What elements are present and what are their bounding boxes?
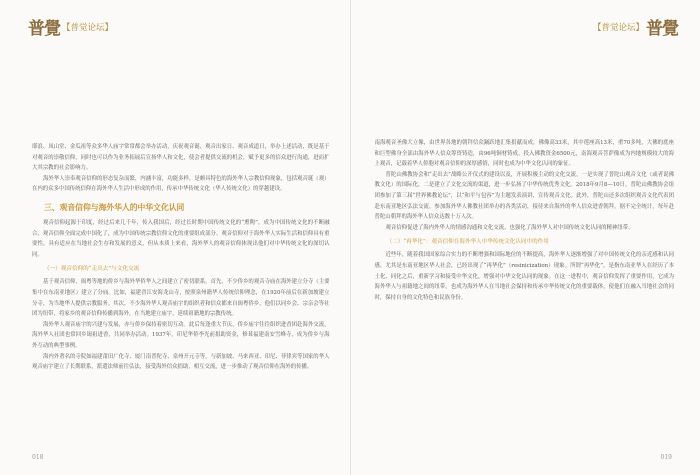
paragraph: 海外华人观音庙宇的兴建与发展，亦与侨乡保持着密切互动。此后每逢重大节庆，侨乡庙宇往往组织进香团赴海外交流，海外华人社团也常回乡谒祖进香，共同举办活动。1937年，印尼华侨李光前捐助资金，修葺福建南安雪峰寺，成为侨乡与海外互动的典型事例。 — [32, 321, 330, 349]
page-number: 019 — [660, 454, 672, 461]
subsection-heading: （一）观音信仰的“走出去”与文化交流 — [44, 266, 140, 273]
paragraph: 普陀山佛教协会和“走出去”战略公开仪式的建设以及，开展积极主动的文化交流，一是实现了普陀山观音文化（或者说佛教文化）的国际化，二是建立了文化交流的渠道，进一步弘扬了中华传统优秀文化。2018年9月8—10日，普陀山佛教协会组团参加了第三届“世界佛教论坛”，以“和平与包容”为主题发表演讲，宣传观音文化。此外，普陀山还多次组织观音文化代表团赴东南亚地区弘法交流，参加海外华人佛教社团举办的各类活动，接待来自海外的华人信众进香朝拜，据不完全统计，每年赴普陀山朝拜的海外华人信众达数十万人次。 — [374, 171, 674, 221]
section-heading: 三、观音信仰与海外华人的中华文化认同 — [44, 202, 185, 212]
paragraph: 海外华人崇奉观音信仰的形态复杂而繁，内涵丰富，功能多样，是颇具特色的海外华人宗教信仰现象，包括观音诞（观）在内的众多中国传统信仰在海外华人生活中形成的作用，传承中华传统文化（华人传统文化）的穿越建设。 — [32, 175, 330, 193]
paragraph: 南海观音圣像大立像，由世界各地的朝拜信众踊跃地汇集捐献而成，佛像高33米，其中莲座高13米，重70多吨，大佛的底座和巨型佛身全部由海外华人信众筹资铸造，由96吨铜材铸成，投入佛教资金6500元，南海观音菩萨像成为内地规模较大的海上观音，记载着华人侨胞对观音信仰的深厚感情，同时也成为中华文化认同的象征。 — [374, 140, 674, 168]
paragraph: 海内外著名的寺院如福建莆田广化寺、厦门南普陀寺、泉州开元寺等，与新加坡、马来西亚、印尼、菲律宾等国家的华人观音庙宇建立了长期联系，派遣法师前往弘法，接受海外信众捐助，相互交流，进一步推动了观音信仰在海外的传播。 — [32, 353, 330, 371]
journal-logo: 普覺 — [646, 19, 678, 39]
paragraph: 近些年，随着我国国家综合实力的不断增强和国际地位的不断提高，海外华人逐渐增强了对中国传统文化的亲近感和认同感，尤其是东南亚地区华人社会，已经出现了“再华化”（resinicization）现象。所谓“再华化”，是指东南亚华人在经历了本土化、同化之后，重新学习和接受中华文化，增强对中华文化认同的现象。在这一进程中，观音信仰发挥了重要作用，它成为海外华人与祖籍地之间的纽带，也成为海外华人在当地社会保持和传承中华传统文化的重要载体，使他们在融入当地社会的同时，保持自身的文化特色和民族身份。 — [374, 252, 674, 301]
column-tag: 【普觉论坛】 — [592, 22, 644, 33]
journal-logo: 普覺 — [28, 19, 60, 39]
right-body-text — [375, 138, 675, 303]
page-number: 018 — [32, 454, 44, 461]
left-body-text — [32, 142, 330, 373]
paragraph: 基于观音信仰，闽粤等地的侨乡与海外华侨华人之间建立了密切联系。首先，不少侨乡的观音寺庙在海外建立分寺（主要集中在东南亚地区）建立了分庙。比如，福建晋江安海龙山寺，按照泉州籍华人传统信仰理念，在1920年前后在新加坡建立分寺，为当地华人提供宗教服务。其次，不少海外华人观音庙宇的组织者和信众都来自闽粤侨乡，他们以同乡会、宗亲会等社团为纽带，将家乡的观音信仰传播到海外，在当地建立庙宇，延续祖籍地的宗教传统。 — [32, 279, 330, 318]
subsection-heading: （二）“再华化”：观音信仰在海外华人中华传统文化认同中的作用 — [386, 239, 549, 246]
page-header — [593, 14, 678, 39]
column-tag: 【普觉论坛】 — [62, 22, 114, 33]
paragraph: 观音信仰促进了海内外华人的情感沟通和文化交流，也强化了海外华人对中国传统文化认同的精神纽带。 — [385, 224, 634, 231]
page-header — [28, 14, 113, 39]
paragraph: 耶浪、凤山堂、金瓜祖等众多华人庙宇常常都会举办活动，庆祝观音诞、观音出家日、观音成道日，举办上述活动，既是基于对观音的崇敬信仰，同时也可以作为业务拓展后宣扬华人和文化，使会者提供交流的机会，赋予更多的信众进行沟通，进而扩大其宗教的社会影响力。 — [32, 144, 330, 172]
paragraph: 观音信仰起源于印度，经过后来几千年，传入我国后，经过长时期中国传统文化的“熏陶”，成为中国传统文化的不断融合，观音信仰全面完成中国化了，成为中国传统宗教信仰文化的重要组成部分。观音信仰对于海外华人实际生活和信仰具有重要性，具有适应在当地社会生存和发展的意义，但从本质上来看，海外华人的观音信仰体现出他们对中华传统文化的深切认同。 — [32, 219, 330, 258]
right-page — [351, 0, 700, 475]
